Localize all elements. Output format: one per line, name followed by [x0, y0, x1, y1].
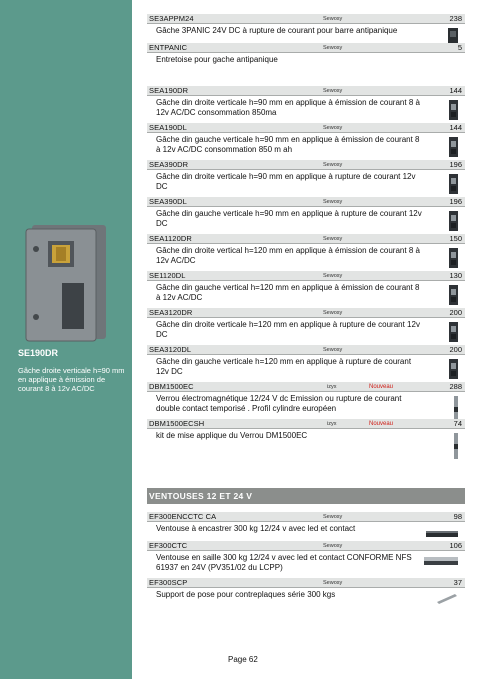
product-item — [147, 541, 465, 575]
product-description: Verrou électromagnétique 12/24 V dc Emission ou rupture de courant double contact temporisé . Profil cylindre européen — [156, 394, 402, 413]
product-brand: izyx — [327, 421, 337, 427]
product-description: Support de pose pour contreplaques série 300 kgs — [156, 590, 336, 599]
product-item — [147, 271, 465, 305]
product-price: 150 — [449, 234, 462, 243]
product-brand: Sewosy — [323, 16, 343, 22]
sidebar-title: SE190DR — [18, 348, 59, 358]
product-code: SEA190DL — [149, 123, 187, 132]
product-list — [147, 14, 465, 607]
product-description: Ventouse en saille 300 kg 12/24 v avec led et contact CONFORME NFS 61937 en 24V (PV351/02 du LCPP) — [156, 553, 412, 572]
page-number: Page 62 — [228, 655, 258, 664]
product-brand: Sewosy — [323, 347, 343, 353]
product-description: Gâche din droite verticale h=90 mm en applique à rupture de courant 12v DC — [156, 172, 416, 191]
bolt-lock-icon — [453, 432, 459, 465]
product-brand: Sewosy — [323, 580, 343, 586]
product-brand: Sewosy — [323, 45, 343, 51]
product-header — [147, 14, 465, 24]
sidebar — [0, 0, 132, 679]
product-brand: Sewosy — [323, 310, 343, 316]
product-item — [147, 234, 465, 268]
surface-magnet-icon — [423, 554, 459, 572]
product-code: SEA3120DR — [149, 308, 193, 317]
product-header — [147, 308, 465, 318]
product-item — [147, 86, 465, 120]
product-price: 238 — [449, 14, 462, 23]
product-item — [147, 382, 465, 416]
product-description: Gâche din droite verticale h=90 mm en applique à émission de courant 8 à 12v AC/DC consommation 850ma — [156, 98, 420, 117]
product-price: 144 — [449, 123, 462, 132]
product-brand: Sewosy — [323, 125, 343, 131]
product-price: 106 — [449, 541, 462, 550]
product-description: Gâche din droite vertical h=120 mm en applique à émission de courant 8 à 12v AC/DC — [156, 246, 420, 265]
product-code: EF300SCP — [149, 578, 188, 587]
product-item — [147, 43, 465, 69]
product-price: 288 — [449, 382, 462, 391]
product-description: Gâche din droite verticale h=120 mm en applique à rupture de courant 12v DC — [156, 320, 420, 339]
product-code: SEA190DR — [149, 86, 189, 95]
product-price: 98 — [453, 512, 462, 521]
product-code: EF300CTC — [149, 541, 188, 550]
product-item — [147, 123, 465, 157]
product-code: DBM1500ECSH — [149, 419, 205, 428]
product-item — [147, 308, 465, 342]
strike-icon — [448, 136, 459, 163]
product-header — [147, 123, 465, 133]
product-header — [147, 197, 465, 207]
product-item — [147, 345, 465, 379]
product-header — [147, 541, 465, 551]
product-item — [147, 197, 465, 231]
new-badge: Nouveau — [369, 421, 394, 427]
product-header — [147, 43, 465, 53]
electric-strike-photo — [22, 223, 114, 343]
product-code: SEA390DL — [149, 197, 187, 206]
product-brand: Sewosy — [323, 88, 343, 94]
product-header — [147, 160, 465, 170]
strike-icon — [448, 99, 459, 126]
product-price: 37 — [453, 578, 462, 587]
product-item — [147, 578, 465, 604]
strike-icon — [448, 173, 459, 200]
product-header — [147, 271, 465, 281]
product-code: ENTPANIC — [149, 43, 188, 52]
product-item — [147, 160, 465, 194]
product-brand: Sewosy — [323, 273, 343, 279]
product-code: SEA3120DL — [149, 345, 192, 354]
product-item — [147, 512, 465, 538]
product-code: EF300ENCCTC CA — [149, 512, 217, 521]
product-price: 200 — [449, 345, 462, 354]
product-price: 130 — [449, 271, 462, 280]
mounting-bracket-icon — [435, 591, 459, 609]
strike-icon — [448, 321, 459, 348]
product-description: Gâche din gauche verticale h=90 mm en applique à rupture de courant 12v DC — [156, 209, 422, 228]
strike-icon — [448, 358, 459, 385]
product-header — [147, 419, 465, 429]
product-code: SE3APPM24 — [149, 14, 194, 23]
strike-icon — [448, 210, 459, 237]
product-code: SE1120DL — [149, 271, 186, 280]
product-code: SEA390DR — [149, 160, 189, 169]
product-item — [147, 419, 465, 445]
product-description: Entretoise pour gache antipanique — [156, 55, 278, 64]
product-brand: izyx — [327, 384, 337, 390]
product-brand: Sewosy — [323, 162, 343, 168]
product-brand: Sewosy — [323, 199, 343, 205]
product-price: 5 — [457, 43, 462, 52]
strike-icon — [448, 284, 459, 311]
product-price: 196 — [449, 160, 462, 169]
product-brand: Sewosy — [323, 236, 343, 242]
product-header — [147, 578, 465, 588]
product-header — [147, 234, 465, 244]
product-code: DBM1500EC — [149, 382, 194, 391]
product-description: Gâche din gauche verticale h=90 mm en applique à émission de courant 8 à 12v AC/DC consommation 850 m ah — [156, 135, 420, 154]
product-price: 200 — [449, 308, 462, 317]
product-header — [147, 382, 465, 392]
product-code: SEA1120DR — [149, 234, 192, 243]
sidebar-description: Gâche droite verticale h=90 mm en applique à émission de courant 8 à 12v AC/DC — [18, 366, 125, 393]
product-header — [147, 86, 465, 96]
product-description: Gâche 3PANIC 24V DC à rupture de courant pour barre antipanique — [156, 26, 398, 35]
product-description: Gâche din gauche verticale h=120 mm en applique à rupture de courant 12v DC — [156, 357, 412, 376]
section-banner — [147, 488, 465, 504]
section-title: VENTOUSES 12 ET 24 V — [149, 491, 253, 501]
strike-icon — [448, 247, 459, 274]
product-brand: Sewosy — [323, 514, 343, 520]
product-description: kit de mise applique du Verrou DM1500EC — [156, 431, 308, 440]
product-header — [147, 512, 465, 522]
product-description: Ventouse à encastrer 300 kg 12/24 v avec led et contact — [156, 524, 356, 533]
product-price: 144 — [449, 86, 462, 95]
product-brand: Sewosy — [323, 543, 343, 549]
product-description: Gâche din gauche vertical h=120 mm en applique à émission de courant 8 à 12v AC/DC — [156, 283, 420, 302]
product-item — [147, 14, 465, 40]
product-price: 196 — [449, 197, 462, 206]
product-header — [147, 345, 465, 355]
new-badge: Nouveau — [369, 384, 394, 390]
product-price: 74 — [453, 419, 462, 428]
